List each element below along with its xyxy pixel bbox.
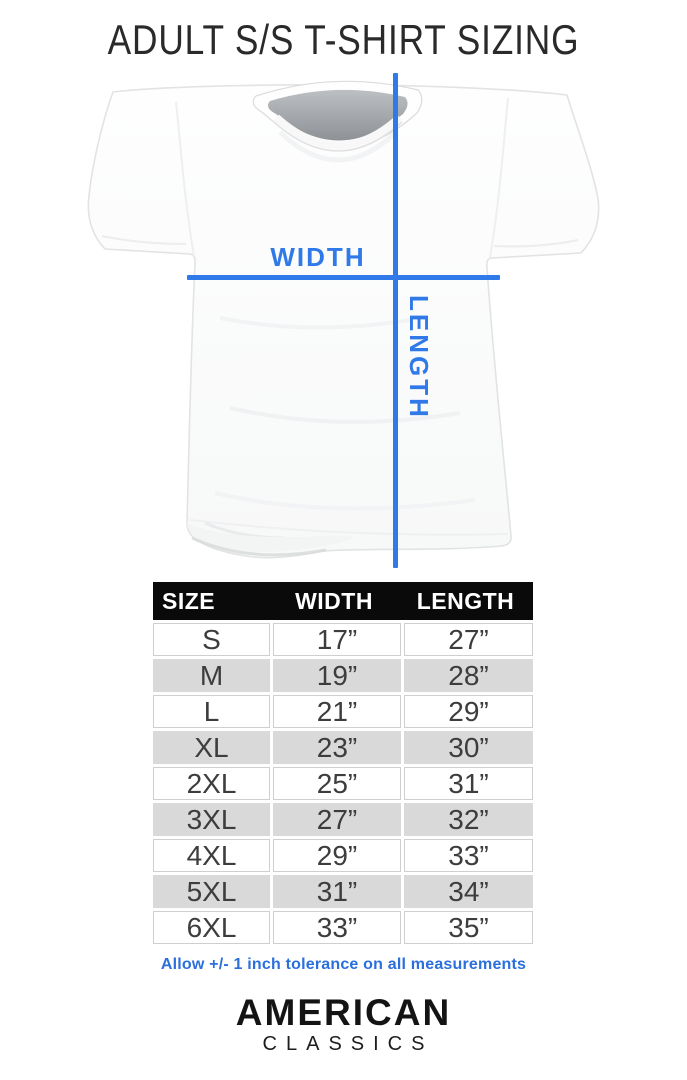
size-cell: M xyxy=(153,659,270,692)
width-measure-line xyxy=(187,275,500,280)
width-cell: 25” xyxy=(273,767,401,800)
width-label: WIDTH xyxy=(270,242,366,272)
length-cell: 32” xyxy=(404,803,533,836)
brand-name-secondary: CLASSICS xyxy=(262,1033,434,1055)
brand-logo xyxy=(0,994,687,1055)
page-title: ADULT S/S T-SHIRT SIZING xyxy=(107,16,580,63)
width-cell: 27” xyxy=(273,803,401,836)
width-cell: 33” xyxy=(273,911,401,944)
width-cell: 17” xyxy=(273,623,401,656)
length-cell: 35” xyxy=(404,911,533,944)
size-cell: 6XL xyxy=(153,911,270,944)
table-row xyxy=(153,875,533,908)
width-cell: 21” xyxy=(273,695,401,728)
size-table-body xyxy=(153,623,533,944)
brand-name-primary: AMERICAN xyxy=(235,992,452,1033)
size-cell: 4XL xyxy=(153,839,270,872)
width-cell: 19” xyxy=(273,659,401,692)
width-cell: 31” xyxy=(273,875,401,908)
size-cell: 2XL xyxy=(153,767,270,800)
header-length: LENGTH xyxy=(416,587,515,614)
length-cell: 28” xyxy=(404,659,533,692)
width-cell: 29” xyxy=(273,839,401,872)
size-cell: L xyxy=(153,695,270,728)
length-label: LENGTH xyxy=(404,295,434,420)
table-row xyxy=(153,695,533,728)
header-size: SIZE xyxy=(162,587,216,614)
length-cell: 34” xyxy=(404,875,533,908)
length-cell: 29” xyxy=(404,695,533,728)
table-row xyxy=(153,659,533,692)
table-row xyxy=(153,911,533,944)
table-row xyxy=(153,731,533,764)
width-cell: 23” xyxy=(273,731,401,764)
length-cell: 27” xyxy=(404,623,533,656)
length-measure-line xyxy=(393,73,398,568)
table-row xyxy=(153,623,533,656)
table-row xyxy=(153,803,533,836)
length-cell: 30” xyxy=(404,731,533,764)
size-cell: 5XL xyxy=(153,875,270,908)
length-cell: 31” xyxy=(404,767,533,800)
table-row xyxy=(153,839,533,872)
size-cell: 3XL xyxy=(153,803,270,836)
size-table-header xyxy=(153,582,533,620)
size-cell: XL xyxy=(153,731,270,764)
size-table xyxy=(153,582,533,944)
tolerance-note: Allow +/- 1 inch tolerance on all measurements xyxy=(160,956,527,973)
table-row xyxy=(153,767,533,800)
size-cell: S xyxy=(153,623,270,656)
length-cell: 33” xyxy=(404,839,533,872)
header-width: WIDTH xyxy=(295,587,373,614)
tshirt-illustration xyxy=(80,68,605,573)
